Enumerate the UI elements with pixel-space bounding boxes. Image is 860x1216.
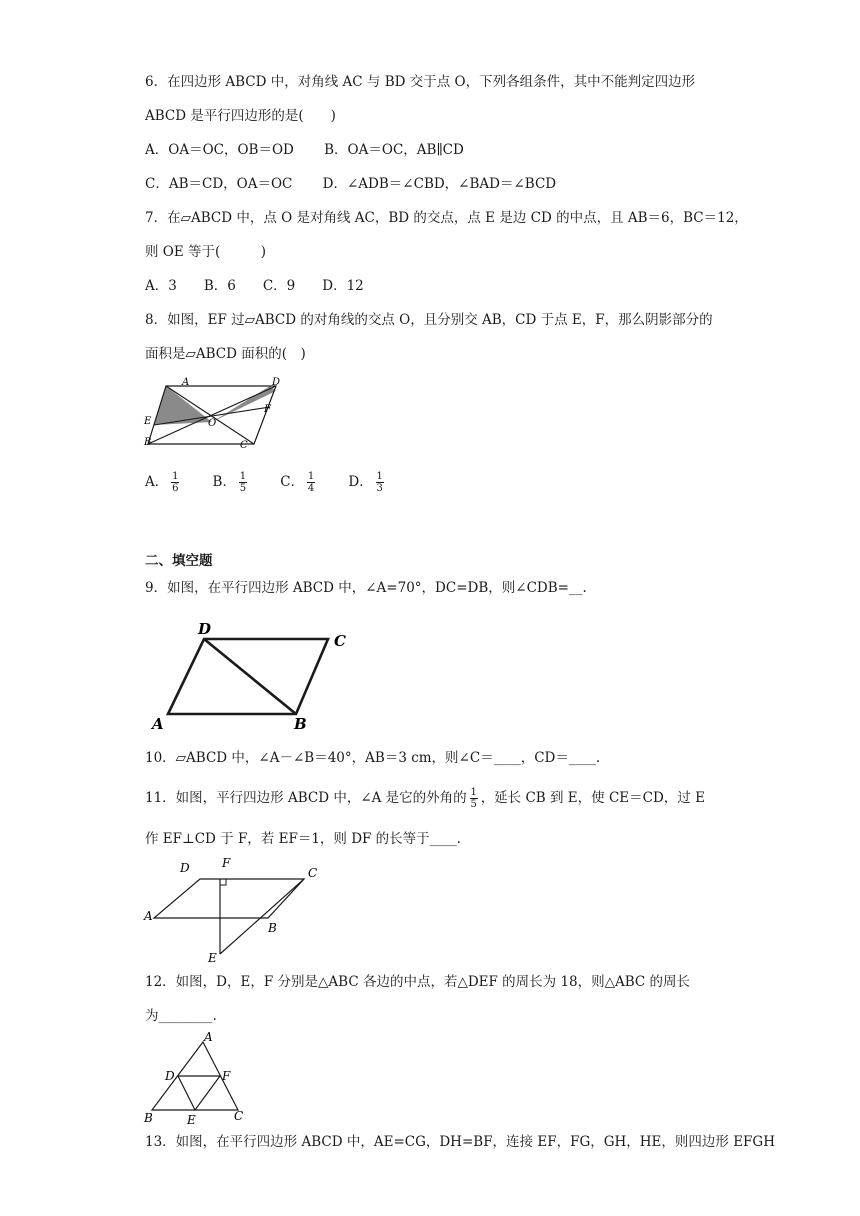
q8-label-b: B — [144, 437, 152, 448]
q9-label-b: B — [294, 715, 307, 733]
q9-label-d: D — [198, 620, 212, 638]
q12-label-d: D — [165, 1069, 175, 1083]
q12-triangle-def — [178, 1076, 220, 1110]
q11-label-b: B — [268, 921, 277, 935]
q6-option-b: B．OA＝OC，AB∥CD — [324, 142, 464, 158]
q8-label-o: O — [208, 418, 217, 429]
q11-line-1 — [145, 787, 705, 810]
q11-fraction: $\frac{1}{5}$ — [470, 787, 477, 810]
q12-triangle-figure — [140, 1030, 250, 1126]
q7-line-2: 则 OE 等于( ) — [145, 244, 267, 260]
q11-label-d: D — [180, 861, 190, 875]
q12-label-c: C — [234, 1109, 244, 1123]
q6-option-a: A．OA＝OC，OB＝OD — [145, 142, 294, 158]
q8-option-b: B． $\frac{1}{5}$ — [212, 471, 247, 494]
q11-label-a: A — [144, 909, 153, 923]
q13-line-1: 13．如图，在平行四边形 ABCD 中，AE=CG，DH=BF，连接 EF，FG，GH，HE，则四边形 EFGH — [145, 1134, 775, 1150]
q9-label-c: C — [334, 632, 346, 650]
q9-parallelogram-figure — [148, 617, 358, 735]
q6-line-1: 6．在四边形 ABCD 中，对角线 AC 与 BD 交于点 O，下列各组条件，其中不能判定四边形 — [145, 74, 696, 90]
q8-line-2: 面积是▱ABCD 面积的( ) — [145, 346, 306, 362]
q11-label-e: E — [208, 951, 217, 964]
q11-label-c: C — [308, 866, 318, 880]
q11-segment-ce — [220, 879, 304, 954]
q12-line-1: 12．如图，D，E，F 分别是△ABC 各边的中点，若△DEF 的周长为 18，则△ABC 的周长 — [145, 974, 691, 990]
q6-line-2: ABCD 是平行四边形的是( ) — [145, 108, 336, 124]
q7-options: A．3 B．6 C．9 D．12 — [145, 278, 364, 294]
q12-label-b: B — [144, 1111, 153, 1125]
q11-text-before: 11．如图，平行四边形 ABCD 中，∠A 是它的外角的 — [145, 790, 467, 806]
q11-right-angle-mark — [220, 879, 226, 885]
q8-option-c: C． $\frac{1}{4}$ — [280, 471, 315, 494]
q6-option-d: D．∠ADB＝∠CBD，∠BAD＝∠BCD — [322, 176, 557, 192]
q12-label-e: E — [187, 1113, 196, 1126]
q8-option-d: D． $\frac{1}{3}$ — [348, 471, 383, 494]
q12-label-a: A — [204, 1030, 213, 1044]
q9-diagonal-db — [204, 639, 296, 714]
q8-label-a: A — [182, 377, 190, 388]
q6-options-row-2 — [145, 174, 582, 194]
q8-label-d: D — [272, 377, 281, 388]
q8-options — [145, 471, 387, 494]
section-2-title: 二、填空题 — [145, 553, 213, 569]
q6-option-c: C．AB＝CD，OA＝OC — [145, 176, 293, 192]
q11-line-2: 作 EF⊥CD 于 F，若 EF＝1，则 DF 的长等于____. — [145, 831, 461, 847]
q12-line-2: 为________. — [145, 1008, 217, 1024]
q9-line-1: 9．如图，在平行四边形 ABCD 中，∠A=70°，DC=DB，则∠CDB=__. — [145, 580, 587, 596]
q11-parallelogram-figure — [142, 854, 322, 964]
q7-line-1: 7．在▱ABCD 中，点 O 是对角线 AC，BD 的交点，点 E 是边 CD 的中点，且 AB＝6，BC＝12， — [145, 210, 748, 226]
q8-option-a: A． $\frac{1}{6}$ — [145, 471, 179, 494]
q11-label-f: F — [222, 856, 231, 870]
q8-label-c: C — [240, 440, 248, 451]
q6-options-row-1 — [145, 140, 490, 160]
q8-label-f: F — [264, 404, 271, 415]
q8-label-e: E — [144, 416, 152, 427]
q11-text-after: ，延长 CB 到 E，使 CE＝CD，过 E — [480, 790, 705, 806]
q12-label-f: F — [222, 1069, 231, 1083]
q8-parallelogram-figure — [142, 374, 292, 454]
q8-line-1: 8．如图，EF 过▱ABCD 的对角线的交点 O，且分别交 AB，CD 于点 E，F，那么阴影部分的 — [145, 312, 713, 328]
q10-line-1: 10．▱ABCD 中，∠A－∠B＝40°，AB＝3 cm，则∠C＝____，CD＝____. — [145, 750, 601, 766]
q9-label-a: A — [152, 715, 164, 733]
